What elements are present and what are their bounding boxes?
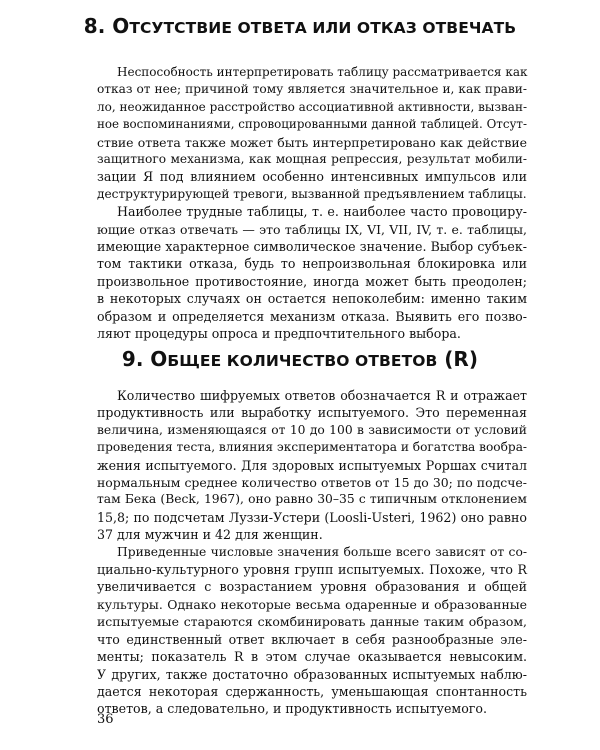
section-8-body [97, 64, 527, 343]
text-line: что единственный ответ включает в себя разнообразные эле- [97, 631, 527, 647]
text-line: ствие ответа также может быть интерпретировано как действие [97, 134, 527, 150]
text-line: жения испытуемого. Для здоровых испытуемых Роршах считал [97, 457, 527, 473]
text-line: произвольное противостояние, иногда может быть преодолен; [97, 273, 527, 289]
section-9-title-rest: БЩЕЕ КОЛИЧЕСТВО ОТВЕТОВ [167, 352, 438, 370]
text-line: имеющие характерное символическое значение. Выбор субъек- [97, 239, 527, 255]
text-line: Неспособность интерпретировать таблицу рассматривается как [117, 65, 528, 79]
text-line: продуктивность или выработку испытуемого. Это переменная [97, 405, 527, 421]
section-9-body [97, 387, 527, 718]
text-line: проведения теста, влияния экспериментатора и богатства вообра- [97, 440, 528, 455]
text-line: Наиболее трудные таблицы, т. е. наиболее часто провоциру- [117, 204, 527, 220]
text-line: испытуемые стараются скомбинировать данные таким образом, [97, 614, 527, 630]
section-9-heading [0, 347, 600, 373]
text-line: в некоторых случаях он остается непоколебим: именно таким [97, 291, 527, 307]
section-9-title-initial: О [150, 347, 168, 371]
section-8-heading [0, 14, 600, 40]
section-8-paragraph-2 [97, 203, 527, 342]
text-line: там Бека (Beck, 1967), оно равно 30–35 с типичным отклонением [97, 492, 527, 507]
text-line: образом и определяется механизм отказа. Выявить его позво- [97, 308, 527, 324]
text-line: величина, изменяющаяся от 10 до 100 в зависимости от условий [97, 422, 527, 437]
section-9-paragraph-2 [97, 544, 527, 718]
section-8-title-initial: О [112, 14, 130, 38]
text-line: ляют процедуры опроса и предпочтительного выбора. [97, 326, 461, 342]
text-line: ющие отказ отвечать — это таблицы IX, VI, VII, IV, т. е. таблицы, [97, 221, 527, 237]
text-line: Приведенные числовые значения больше всего зависят от со- [117, 544, 527, 559]
text-line: зации Я под влиянием особенно интенсивных импульсов или [97, 169, 527, 185]
text-line: У других, также достаточно образованных испытуемых наблю- [97, 666, 527, 682]
text-line: ответов, а следовательно, и продуктивность испытуемого. [97, 701, 487, 717]
section-8-title-rest: ТСУТСТВИЕ ОТВЕТА ИЛИ ОТКАЗ ОТВЕЧАТЬ [129, 19, 517, 37]
section-9-number: 9. [121, 347, 144, 371]
section-8-number: 8. [83, 14, 106, 38]
text-line: дается некоторая сдержанность, уменьшающая спонтанность [97, 683, 527, 699]
text-line: ное воспоминаниями, спровоцированными данной таблицей. Отсут- [97, 117, 527, 132]
text-line: циально-культурного уровня групп испытуемых. Похоже, что R [97, 562, 527, 578]
text-line: 15,8; по подсчетам Луззи-Устери (Loosli-Usteri, 1962) оно равно [97, 509, 527, 525]
text-line: деструктурирующей тревоги, вызванной предъявлением таблицы. [97, 186, 527, 201]
text-line: нормальным среднее количество ответов от 15 до 30; по подсче- [97, 475, 527, 491]
section-8-paragraph-1 [97, 64, 527, 203]
page-number: 36 [97, 712, 114, 727]
section-9-paragraph-1 [97, 387, 527, 544]
text-line: культуры. Однако некоторые весьма одаренные и образованные [97, 596, 527, 612]
text-line: том тактики отказа, будь то непроизвольная блокировка или [97, 256, 527, 272]
text-line: защитного механизма, как мощная репрессия, результат мобили- [97, 152, 527, 167]
text-line: Количество шифруемых ответов обозначается R и отражает [117, 388, 527, 403]
text-line: ло, неожиданное расстройство ассоциативной активности, вызван- [97, 99, 527, 114]
text-line: 37 для мужчин и 42 для женщин. [97, 527, 323, 543]
section-9-title-suffix: (R) [444, 347, 479, 371]
text-line: увеличивается с возрастанием уровня образования и общей [97, 579, 527, 595]
text-line: отказ от нее; причиной тому является значительное и, как прави- [97, 82, 527, 97]
text-line: менты; показатель R в этом случае оказывается невысоким. [97, 649, 527, 665]
